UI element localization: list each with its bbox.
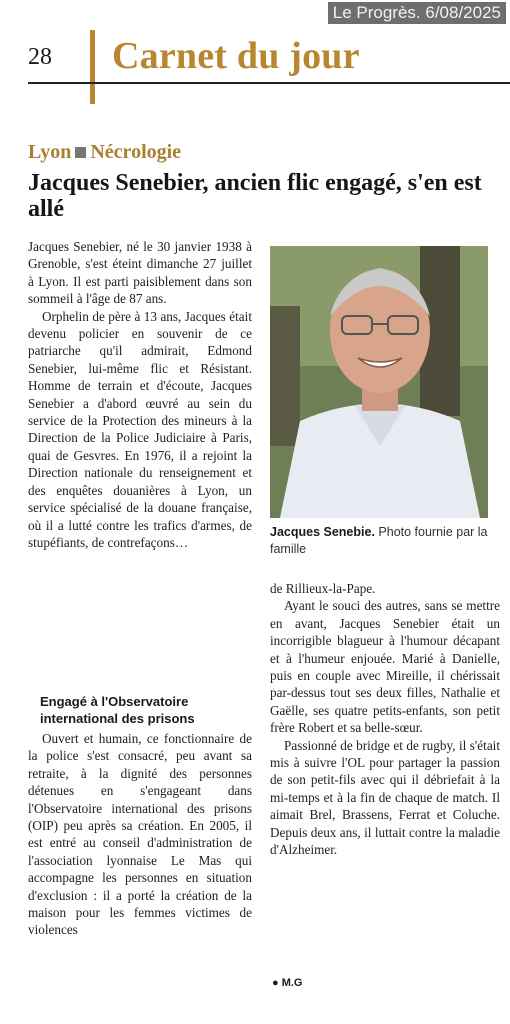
kicker-section: Nécrologie: [90, 141, 182, 163]
article-paragraph: Orphelin de père à 13 ans, Jacques était devenu policier en souvenir de ce patriarche qu'il admirait, Edmond Senebier, lui-même flic et Résistant. Homme de terrain et d'écoute, Jacques Senebier a d'abord œuvré au sein du service de la Protection des mineurs à la Direction de la Police Judiciaire à Paris, quai de Gesvres. En 1976, il a rejoint la Direction nationale du renseignement et des enquêtes douanières à Lyon, un service spécialisé de la douane française, où il a lutté contre les trafics d'armes, de stupéfiants, de contrefaçons…: [28, 308, 252, 550]
source-tag: Le Progrès. 6/08/2025: [328, 2, 506, 24]
page-number: 28: [28, 44, 52, 70]
portrait-photo: [270, 246, 488, 518]
kicker-separator-icon: [75, 147, 86, 158]
kicker: [28, 141, 181, 164]
section-title: Carnet du jour: [112, 35, 360, 77]
article-paragraph: Ayant le souci des autres, sans se mettre en avant, Jacques Senebier était un incorrigible blagueur à l'humour décapant et à l'humeur enjouée. Marié à Danielle, puis en couple avec Mireille, il chérissait par-dessus tout ses deux filles, Nathalie et Gaëlle, ses quatre petits-enfants, son petit frère Robert et sa belle-sœur.: [270, 598, 500, 736]
kicker-city: Lyon: [28, 141, 72, 163]
article-column-left-lower: [28, 730, 252, 939]
header-rule: [28, 82, 510, 84]
headline: Jacques Senebier, ancien flic engagé, s'en est allé: [28, 170, 482, 222]
photo-caption: [270, 524, 490, 558]
article-column-right: [270, 580, 500, 859]
article-column-left: [28, 238, 252, 551]
article-paragraph: Ouvert et humain, ce fonctionnaire de la police s'est consacré, peu avant sa retraite, à la dignité des personnes détenues en s'engageant dans l'Observatoire international des prisons (OIP) peu après sa création. En 2005, il est entré au conseil d'administration de l'association lyonnaise Le Mas qui accompagne les personnes en situation d'exclusion : il a porté la création de la maison pour les femmes victimes de violences: [28, 731, 252, 938]
article-paragraph: Passionné de bridge et de rugby, il s'était mis à suivre l'OL pour partager la passion de son petit-fils avec qui il débriefait à la mi-temps et à la fin de chaque de match. Il aimait Brel, Brassens, Ferrat et Coluche. Depuis deux ans, il luttait contre la maladie d'Alzheimer.: [270, 737, 500, 858]
article-paragraph: Jacques Senebier, né le 30 janvier 1938 à Grenoble, s'est éteint dimanche 27 juillet à Lyon. Il est parti paisiblement dans son sommeil à l'âge de 87 ans.: [28, 239, 252, 307]
article-subheading: Engagé à l'Observatoire international des prisons: [40, 694, 195, 726]
photo-caption-credit: Photo fournie par la famille: [270, 525, 488, 556]
author-signature: ● M.G: [272, 977, 303, 989]
article-paragraph: de Rillieux-la-Pape.: [270, 581, 376, 596]
header-divider-bar: [90, 30, 95, 104]
photo-caption-name: Jacques Senebie.: [270, 525, 375, 539]
portrait-photo-illustration: [270, 246, 488, 518]
